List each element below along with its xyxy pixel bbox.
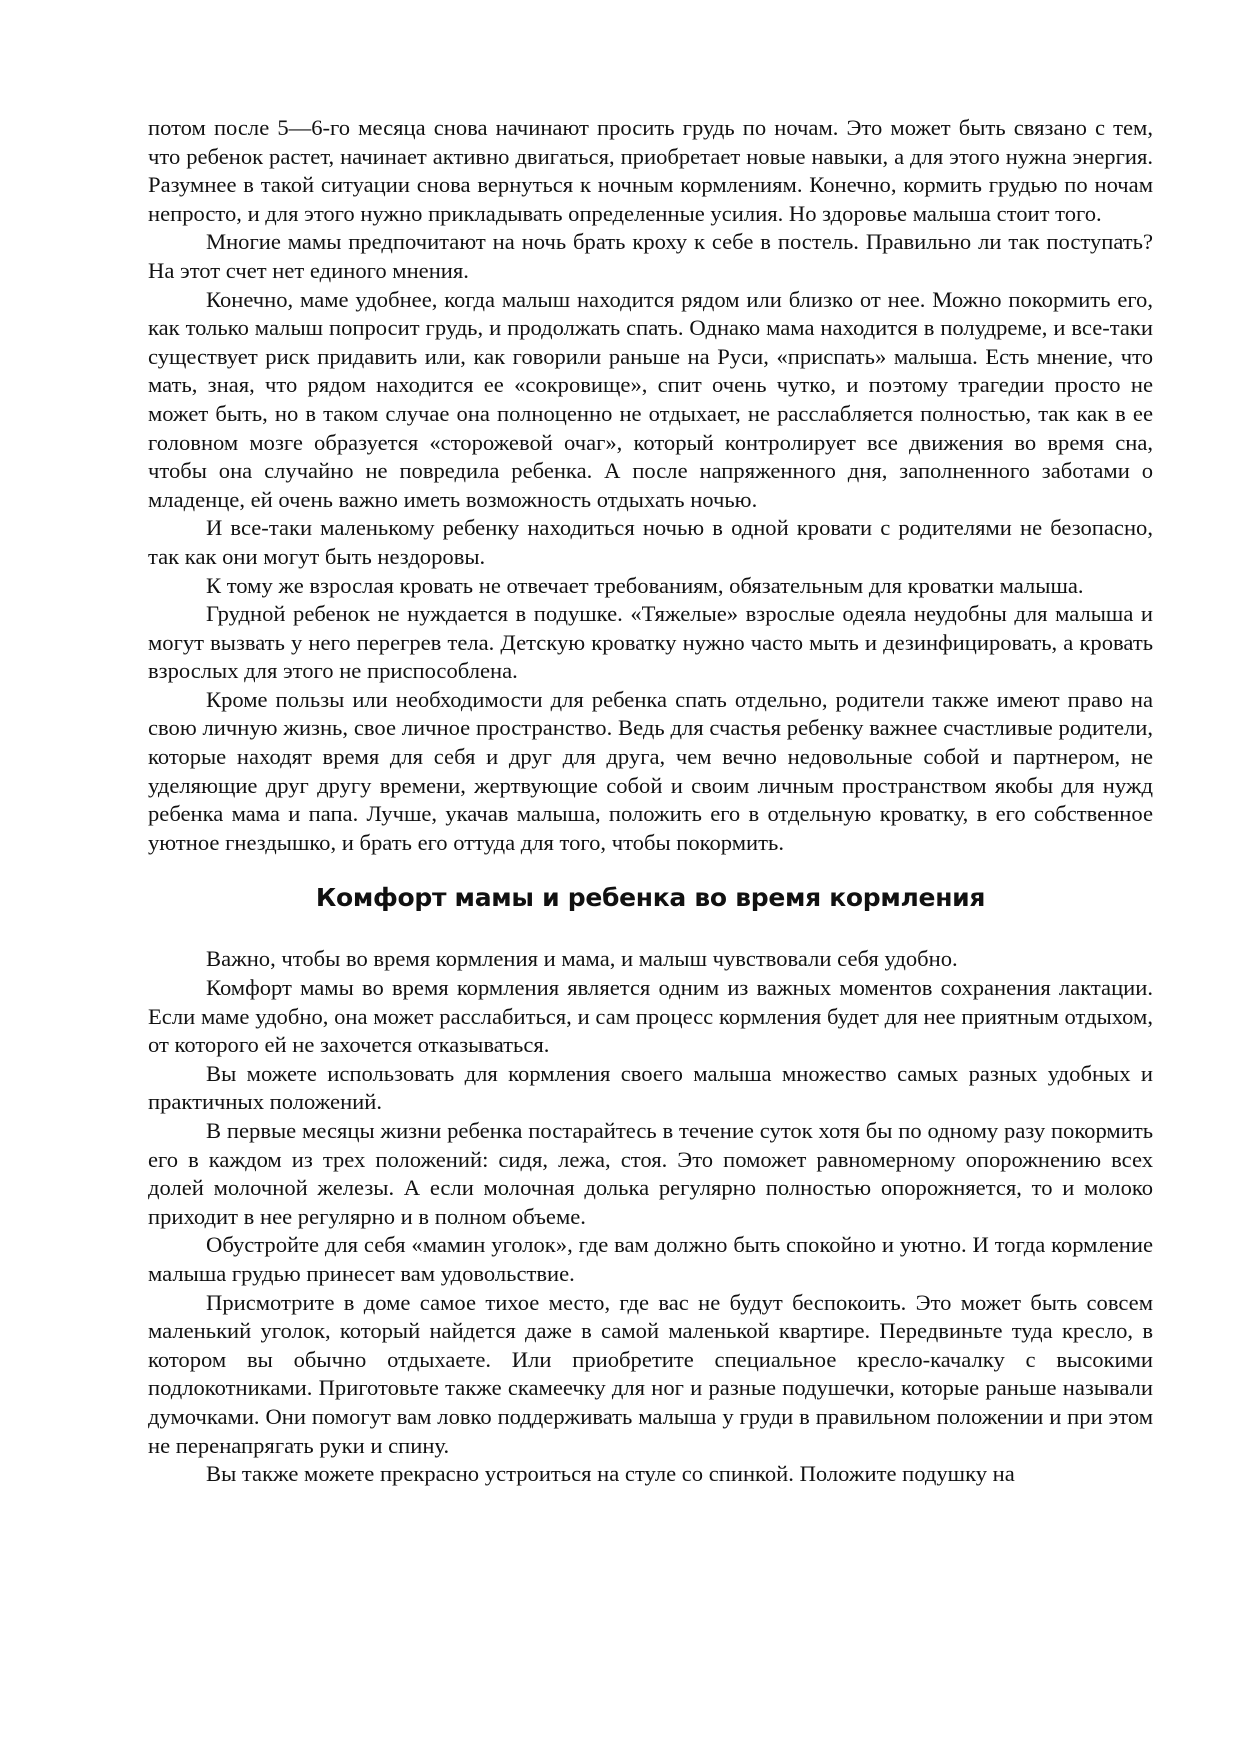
paragraph-truncated: Вы также можете прекрасно устроиться на стуле со спинкой. Положите подушку на [206,1461,1015,1487]
paragraph: Комфорт мамы во время кормления является одним из важных моментов сохранения лактации. Если маме удобно, она может расслабиться, и сам процесс кормления будет для нее приятным отдыхом, от которого ей не захочется отказываться. [148,975,1153,1058]
paragraph: Многие мамы предпочитают на ночь брать кроху к себе в постель. Правильно ли так поступать? На этот счет нет единого мнения. [148,229,1153,283]
section-heading: Комфорт мамы и ребенка во время кормления [315,883,986,913]
paragraph: Кроме пользы или необходимости для ребенка спать отдельно, родители также имеют право на свою личную жизнь, свое личное пространство. Ведь для счастья ребенку важнее счастливые родители, которые находят время для себя и друг для друга, чем вечно недовольные собой и партнером, не уделяющие друг другу времени, жертвующие собой и своим личным пространством якобы для нужд ребенка мама и папа. Лучше, укачав малыша, положить его в отдельную кроватку, в его собственное уютное гнездышко, и брать его оттуда для того, чтобы покормить. [148,686,1153,855]
paragraph: К тому же взрослая кровать не отвечает требованиям, обязательным для кроватки малыша. [206,572,1084,598]
document-page [148,114,1153,1489]
paragraph: Конечно, маме удобнее, когда малыш находится рядом или близко от нее. Можно покормить его, как только малыш попросит грудь, и продолжать спать. Однако мама находится в полудреме, и все-таки существует риск придавить или, как говорили раньше на Руси, «приспать» малыша. Есть мнение, что мать, зная, что рядом находится ее «сокровище», спит очень чутко, и поэтому трагедии просто не может быть, но в таком случае она полноценно не отдыхает, не расслабляется полностью, так как в ее головном мозге образуется «сторожевой очаг», который контролирует все движения во время сна, чтобы она случайно не повредила ребенка. А после напряженного дня, заполненного заботами о младенце, ей очень важно иметь возможность отдыхать ночью. [148,286,1153,512]
paragraph: Обустройте для себя «мамин уголок», где вам должно быть спокойно и уютно. И тогда кормление малыша грудью принесет вам удовольствие. [148,1232,1153,1286]
paragraph: В первые месяцы жизни ребенка постарайтесь в течение суток хотя бы по одному разу покормить его в каждом из трех положений: сидя, лежа, стоя. Это поможет равномерному опорожнению всех долей молочной железы. А если молочная долька регулярно полностью опорожняется, то и молоко приходит в нее регулярно и в полном объеме. [148,1118,1153,1229]
paragraph: Вы можете использовать для кормления своего малыша множество самых разных удобных и практичных положений. [148,1060,1153,1115]
paragraph-continued: потом после 5—6-го месяца снова начинают просить грудь по ночам. Это может быть связано с тем, что ребенок растет, начинает активно двигаться, приобретает новые навыки, а для этого нужна энергия. Разумнее в такой ситуации снова вернуться к ночным кормлениям. Конечно, кормить грудью по ночам непросто, и для этого нужно прикладывать определенные усилия. Но здоровье малыша стоит того. [148,115,1153,226]
paragraph: Грудной ребенок не нуждается в подушке. «Тяжелые» взрослые одеяла неудобны для малыша и могут вызвать у него перегрев тела. Детскую кроватку нужно часто мыть и дезинфицировать, а кровать взрослых для этого не приспособлена. [148,601,1153,684]
heading-spacer [148,915,1153,945]
paragraph: Присмотрите в доме самое тихое место, где вас не будут беспокоить. Это может быть совсем маленький уголок, который найдется даже в самой маленькой квартире. Передвиньте туда кресло, в котором вы обычно отдыхаете. Или приобретите специальное кресло-качалку с высокими подлокотниками. Приготовьте также скамеечку для ног и разные подушечки, которые раньше называли думочками. Они помогут вам ловко поддерживать малыша у груди в правильном положении и при этом не перенапрягать руки и спину. [148,1289,1153,1458]
paragraph: И все-таки маленькому ребенку находиться ночью в одной кровати с родителями не безопасно, так как они могут быть нездоровы. [148,515,1153,569]
paragraph: Важно, чтобы во время кормления и мама, и малыш чувствовали себя удобно. [206,946,958,972]
